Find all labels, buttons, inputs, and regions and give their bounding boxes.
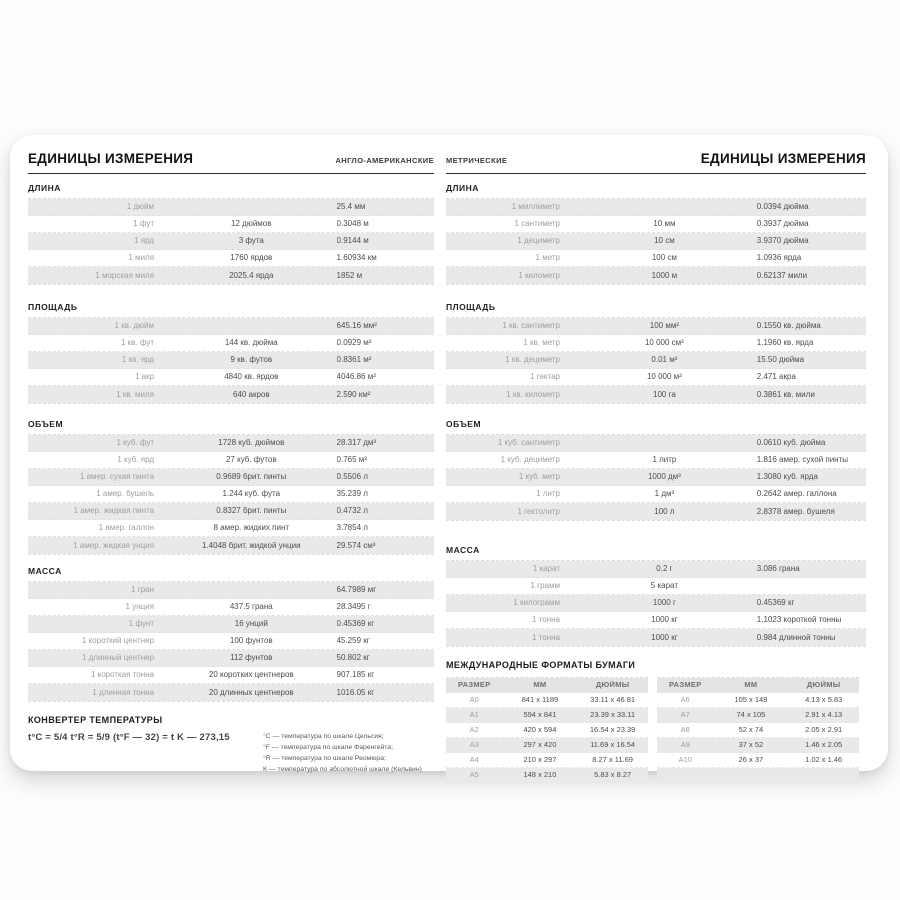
table-row [446, 386, 866, 403]
temperature-converter-body [28, 732, 434, 776]
table-cell: 1.46 x 2.05 [805, 741, 843, 749]
table-cell: A3 [469, 741, 479, 749]
page-columns [28, 151, 868, 783]
table-cell: 1 килограмм [513, 599, 560, 607]
table-row [28, 650, 434, 667]
table-cell: 0.765 м³ [336, 456, 367, 464]
table-cell: 1 куб. метр [518, 473, 560, 481]
table-row [446, 503, 866, 520]
table-cell: A5 [469, 771, 479, 779]
table-cell: 1.02 x 1.46 [805, 756, 843, 764]
section-title: МАССА [28, 566, 62, 576]
table-cell: 1 фунт [128, 620, 155, 628]
table-cell: 5 карат [650, 582, 678, 590]
page-right [446, 151, 866, 783]
table-cell: 1 сантиметр [514, 220, 560, 228]
section-title: ПЛОЩАДЬ [446, 302, 496, 312]
table-cell: 1 амер. сухая пинта [79, 473, 155, 481]
table-cell: 1 куб. фут [116, 439, 155, 447]
temperature-formula: t°C = 5/4 t°R = 5/9 (t°F — 32) = t K — 273,15 [28, 732, 230, 743]
table-row [28, 486, 434, 503]
table-cell: 1.1023 короткой тонны [756, 616, 842, 624]
table-cell: 8 амер. жидких пинт [213, 524, 290, 532]
table-cell: 0.2642 амер. галлона [756, 490, 837, 498]
table-cell: 1.0936 ярда [756, 254, 802, 262]
table-row [446, 352, 866, 369]
table-cell: 8.27 x 11.69 [592, 756, 633, 764]
table-cell: A7 [680, 711, 690, 719]
table-cell: 25.4 мм [336, 203, 366, 211]
table-cell: 1852 м [336, 271, 363, 280]
table-row [446, 486, 866, 503]
column-header-inches: ДЮЙМЫ [595, 681, 630, 689]
column-header-mm: ММ [744, 681, 758, 689]
table-cell: 640 акров [232, 390, 270, 399]
paper-formats-title: МЕЖДУНАРОДНЫЕ ФОРМАТЫ БУМАГИ [446, 660, 636, 670]
table-row [28, 199, 434, 216]
page-left [28, 151, 434, 783]
table-cell: 1 короткая тонна [90, 671, 155, 679]
table-cell: 1 кв. фут [121, 339, 155, 347]
table-cell: 37 x 52 [738, 741, 764, 749]
table-cell: 1 морская миля [95, 271, 155, 280]
table-cell: 297 x 420 [523, 741, 557, 749]
table-cell: 1.3080 куб. ярда [756, 473, 818, 481]
paper-table-right [657, 677, 859, 783]
table-row [28, 335, 434, 352]
table-row [657, 693, 859, 708]
table-row [28, 386, 434, 403]
table-cell: 1 унция [125, 603, 155, 611]
table-row [28, 503, 434, 520]
paper-table-left [446, 677, 648, 783]
table-cell: 2.05 x 2.91 [805, 726, 843, 734]
table-cell: 33.11 x 46.81 [590, 696, 636, 704]
column-header-size: РАЗМЕР [458, 681, 491, 689]
right-page-header [446, 151, 866, 174]
column-header-mm: ММ [533, 681, 547, 689]
paper-table-body [446, 693, 648, 783]
table-cell: 1.816 амер. сухой пинты [756, 456, 849, 464]
table-cell: 15.50 дюйма [756, 356, 805, 364]
table-cell: 0.62137 мили [756, 271, 808, 280]
table-cell: 645.16 мм² [336, 322, 377, 330]
table-row [446, 629, 866, 646]
table-row [28, 599, 434, 616]
section-title: ПЛОЩАДЬ [28, 302, 78, 312]
table-cell: A4 [469, 756, 479, 764]
column-header-inches: ДЮЙМЫ [806, 681, 841, 689]
table-cell: 1 литр [536, 490, 560, 498]
table-cell: 3.9370 дюйма [756, 237, 809, 245]
units-table-volume-right [446, 434, 866, 521]
table-cell: 1000 кг [651, 616, 678, 624]
section-volume-right [446, 419, 866, 521]
table-cell: 35.239 л [336, 490, 368, 498]
table-cell: 1000 дм³ [647, 473, 681, 481]
table-cell: 0.4732 л [336, 507, 368, 515]
table-cell: 0.1550 кв. дюйма [756, 322, 821, 330]
table-cell: 11.69 x 16.54 [590, 741, 636, 749]
section-title: ОБЪЕМ [446, 419, 482, 429]
table-cell: 0.45369 кг [756, 599, 795, 607]
table-cell: 1 ярд [134, 237, 155, 245]
section-title: МАССА [446, 545, 480, 555]
table-cell: 1 гектолитр [517, 507, 560, 516]
reference-page-card [10, 135, 888, 779]
table-cell: 148 x 210 [523, 771, 557, 779]
table-cell: 1000 кг [651, 633, 678, 642]
table-row [446, 768, 648, 783]
table-cell: 1 тонна [532, 633, 560, 642]
section-mass-left [28, 566, 434, 702]
table-row [446, 250, 866, 267]
table-cell: 4.13 x 5.83 [805, 696, 843, 704]
table-row [446, 318, 866, 335]
temperature-converter [28, 715, 434, 776]
table-cell: 4840 кв. ярдов [224, 373, 279, 381]
left-page-title: ЕДИНИЦЫ ИЗМЕРЕНИЯ [28, 151, 194, 166]
table-cell: A1 [469, 711, 479, 719]
table-cell: 4046.86 м² [336, 373, 376, 381]
table-cell: 100 см [651, 254, 677, 262]
table-cell: 5.83 x 8.27 [594, 771, 632, 779]
table-cell: 1.1960 кв. ярда [756, 339, 814, 347]
table-cell: 1 гектар [530, 373, 560, 381]
table-row [446, 738, 648, 753]
table-cell: 0.2 г [656, 565, 673, 573]
table-row [657, 768, 859, 783]
section-title: ОБЪЕМ [28, 419, 64, 429]
table-row [28, 452, 434, 469]
table-cell: 1 карат [532, 565, 560, 573]
right-page-subtitle: МЕТРИЧЕСКИЕ [446, 156, 508, 165]
units-table-length-left [28, 198, 434, 285]
table-row [657, 738, 859, 753]
table-cell: 10 см [654, 237, 675, 245]
table-cell: 1 кв. сантиметр [502, 322, 560, 330]
table-cell: 0.0929 м² [336, 339, 372, 347]
table-cell: 0.8327 брит. пинты [216, 507, 287, 515]
table-cell: 1 дюйм [126, 203, 155, 211]
table-cell: 1 амер. галлон [98, 524, 155, 532]
table-cell: 3 фута [238, 237, 264, 245]
table-row [28, 352, 434, 369]
table-row [446, 469, 866, 486]
table-cell: 1 акр [134, 373, 155, 381]
table-cell: 16.54 x 23.39 [589, 726, 636, 734]
table-cell: A9 [680, 741, 690, 749]
table-row [28, 616, 434, 633]
table-cell: 1 куб. сантиметр [497, 439, 560, 447]
units-table-length-right [446, 198, 866, 285]
table-cell: 1 дециметр [517, 237, 560, 245]
table-cell: 2.91 x 4.13 [805, 711, 843, 719]
table-cell: 1728 куб. дюймов [218, 439, 285, 447]
paper-table-body [657, 693, 859, 783]
table-cell: 1 длинный центнер [81, 654, 155, 662]
temperature-note: °F — температура по шкале Фаренгейта; [263, 743, 393, 751]
table-cell: 10 мм [653, 220, 676, 228]
units-table-area-left [28, 317, 434, 404]
table-row [28, 667, 434, 684]
table-cell: 52 x 74 [738, 726, 764, 734]
temperature-converter-title: КОНВЕРТЕР ТЕМПЕРАТУРЫ [28, 715, 163, 725]
table-cell: 20 коротких центнеров [208, 671, 294, 679]
table-cell: 1000 г [652, 599, 676, 607]
table-cell: 1 фут [133, 220, 155, 228]
table-row [446, 435, 866, 452]
table-row [446, 753, 648, 768]
paper-table-header [657, 678, 859, 693]
table-cell: 0.3048 м [336, 220, 369, 228]
table-cell: 20 длинных центнеров [208, 688, 294, 697]
table-cell: 1 куб. ярд [117, 456, 155, 464]
table-cell: 907.185 кг [336, 671, 375, 679]
table-cell: 1.4048 брит. жидкой унции [202, 541, 301, 550]
table-cell: 0.45369 кг [336, 620, 375, 628]
table-cell: 1000 м [651, 271, 678, 280]
table-cell: 23.39 x 33.11 [590, 711, 636, 719]
temperature-note: К — температура по абсолютной шкале (Кельвин) [263, 765, 422, 773]
table-cell: 100 л [654, 507, 675, 516]
paper-formats [446, 660, 866, 783]
table-cell: 1 кв. миля [116, 390, 155, 399]
table-cell: 112 фунтов [230, 654, 273, 662]
table-row [28, 684, 434, 701]
table-row [28, 216, 434, 233]
table-row [446, 561, 866, 578]
table-cell: A0 [469, 696, 479, 704]
table-cell: A2 [469, 726, 479, 734]
table-cell: 1 дм³ [654, 490, 675, 498]
table-cell: 0.0394 дюйма [756, 203, 809, 211]
table-cell: 100 га [653, 390, 676, 399]
table-cell: 3.086 грана [756, 565, 800, 573]
table-cell: 1 грамм [530, 582, 560, 590]
section-title: ДЛИНА [446, 183, 479, 193]
table-cell: 594 x 841 [523, 711, 557, 719]
table-cell: 28.317 дм³ [336, 439, 377, 447]
table-cell: 1 тонна [532, 616, 560, 624]
table-row [446, 233, 866, 250]
section-length-left [28, 183, 434, 285]
table-cell: 0.984 длинной тонны [756, 633, 836, 642]
section-volume-left [28, 419, 434, 555]
table-cell: 2.8378 амер. бушеля [756, 507, 835, 516]
table-cell: 1 миля [128, 254, 155, 262]
table-cell: 0.9689 брит. пинты [216, 473, 287, 481]
section-title: ДЛИНА [28, 183, 61, 193]
table-row [28, 267, 434, 284]
table-row [28, 469, 434, 486]
table-row [446, 578, 866, 595]
table-row [446, 267, 866, 284]
table-cell: 27 куб. футов [225, 456, 277, 464]
table-cell: A10 [678, 756, 692, 764]
table-cell: A8 [680, 726, 690, 734]
units-table-volume-left [28, 434, 434, 555]
table-cell: 420 x 594 [523, 726, 557, 734]
table-cell: 50.802 кг [336, 654, 370, 662]
table-cell: 1 кв. дециметр [505, 356, 560, 364]
table-cell: 0.01 м² [651, 356, 678, 364]
table-row [28, 369, 434, 386]
table-cell: 144 кв. дюйма [224, 339, 278, 347]
units-table-area-right [446, 317, 866, 404]
table-cell: 1 длинная тонна [92, 688, 155, 697]
table-cell: 210 x 297 [523, 756, 557, 764]
table-row [446, 199, 866, 216]
table-cell: 1 миллиметр [511, 203, 560, 211]
temperature-note: °C — температура по шкале Цельсия; [263, 733, 384, 740]
table-row [657, 753, 859, 768]
table-cell: 2.471 акра [756, 373, 796, 381]
section-mass-right [446, 545, 866, 647]
units-table-mass-right [446, 560, 866, 647]
table-row [657, 708, 859, 723]
table-row [446, 452, 866, 469]
table-cell: 28.3495 г [336, 603, 371, 611]
table-row [446, 369, 866, 386]
table-cell: A6 [680, 696, 690, 704]
temperature-notes [263, 732, 422, 776]
table-cell: 26 x 37 [738, 756, 764, 764]
table-row [446, 693, 648, 708]
table-cell: 10 000 см² [644, 339, 684, 347]
left-page-header [28, 151, 434, 174]
table-row [28, 633, 434, 650]
table-cell: 1760 ярдов [230, 254, 273, 262]
table-cell: 9 кв. футов [230, 356, 273, 364]
paper-formats-tables [446, 677, 866, 783]
section-area-right [446, 302, 866, 404]
table-row [28, 435, 434, 452]
table-cell: 1 кв. дюйм [114, 322, 155, 330]
table-cell: 29.574 см³ [336, 541, 376, 550]
table-cell: 841 x 1189 [521, 696, 559, 704]
table-cell: 1 кв. ярд [121, 356, 155, 364]
table-cell: 2.590 км² [336, 390, 371, 399]
table-row [446, 216, 866, 233]
table-cell: 45.259 кг [336, 637, 370, 645]
temperature-note: °R — температура по шкале Реомюра; [263, 754, 386, 762]
table-cell: 1 амер. бушель [96, 490, 155, 498]
table-cell: 1 куб. дециметр [500, 456, 560, 464]
table-cell: 16 унций [234, 620, 268, 628]
table-cell: 0.0610 куб. дюйма [756, 439, 826, 447]
table-row [446, 708, 648, 723]
table-cell: 0.5506 л [336, 473, 368, 481]
units-table-mass-left [28, 581, 434, 702]
table-row [28, 537, 434, 554]
table-cell: 12 дюймов [231, 220, 272, 228]
section-length-right [446, 183, 866, 285]
table-row [28, 582, 434, 599]
table-cell: 1.244 куб. фута [222, 490, 281, 498]
paper-table-header [446, 678, 648, 693]
table-cell: 0.9144 м [336, 237, 369, 245]
table-cell: 64.7989 мг [336, 586, 377, 594]
table-cell: 1 амер. жидкая унция [73, 541, 155, 550]
table-row [28, 233, 434, 250]
column-header-size: РАЗМЕР [669, 681, 702, 689]
table-row [446, 335, 866, 352]
table-cell: 100 мм² [649, 322, 680, 330]
table-cell: 1 амер. жидкая пинта [73, 507, 155, 515]
table-cell: 105 x 148 [734, 696, 768, 704]
table-row [28, 318, 434, 335]
table-row [446, 612, 866, 629]
table-cell: 3.7854 л [336, 524, 368, 532]
table-cell: 100 фунтов [229, 637, 273, 645]
table-cell: 1 километр [518, 271, 560, 280]
table-row [657, 723, 859, 738]
table-row [28, 520, 434, 537]
table-cell: 1 кв. километр [506, 390, 560, 399]
table-cell: 1016.05 кг [336, 688, 375, 697]
table-cell: 74 x 105 [736, 711, 766, 719]
table-row [446, 595, 866, 612]
table-cell: 0.3861 кв. мили [756, 390, 815, 399]
table-row [28, 250, 434, 267]
table-cell: 0.3937 дюйма [756, 220, 809, 228]
table-cell: 1.60934 км [336, 254, 377, 262]
table-cell: 1 метр [535, 254, 560, 262]
table-row [446, 723, 648, 738]
left-page-subtitle: АНГЛО-АМЕРИКАНСКИЕ [335, 156, 434, 165]
table-cell: 1 гран [131, 586, 155, 594]
right-page-title: ЕДИНИЦЫ ИЗМЕРЕНИЯ [700, 151, 866, 166]
table-cell: 1 литр [652, 456, 677, 464]
section-area-left [28, 302, 434, 404]
table-cell: 1 короткий центнер [81, 637, 155, 645]
table-cell: 10 000 м² [646, 373, 682, 381]
table-cell: 1 кв. метр [523, 339, 560, 347]
table-cell: 2025.4 ярда [229, 271, 274, 280]
table-cell: 437.5 грана [229, 603, 273, 611]
table-cell: 0.8361 м² [336, 356, 372, 364]
